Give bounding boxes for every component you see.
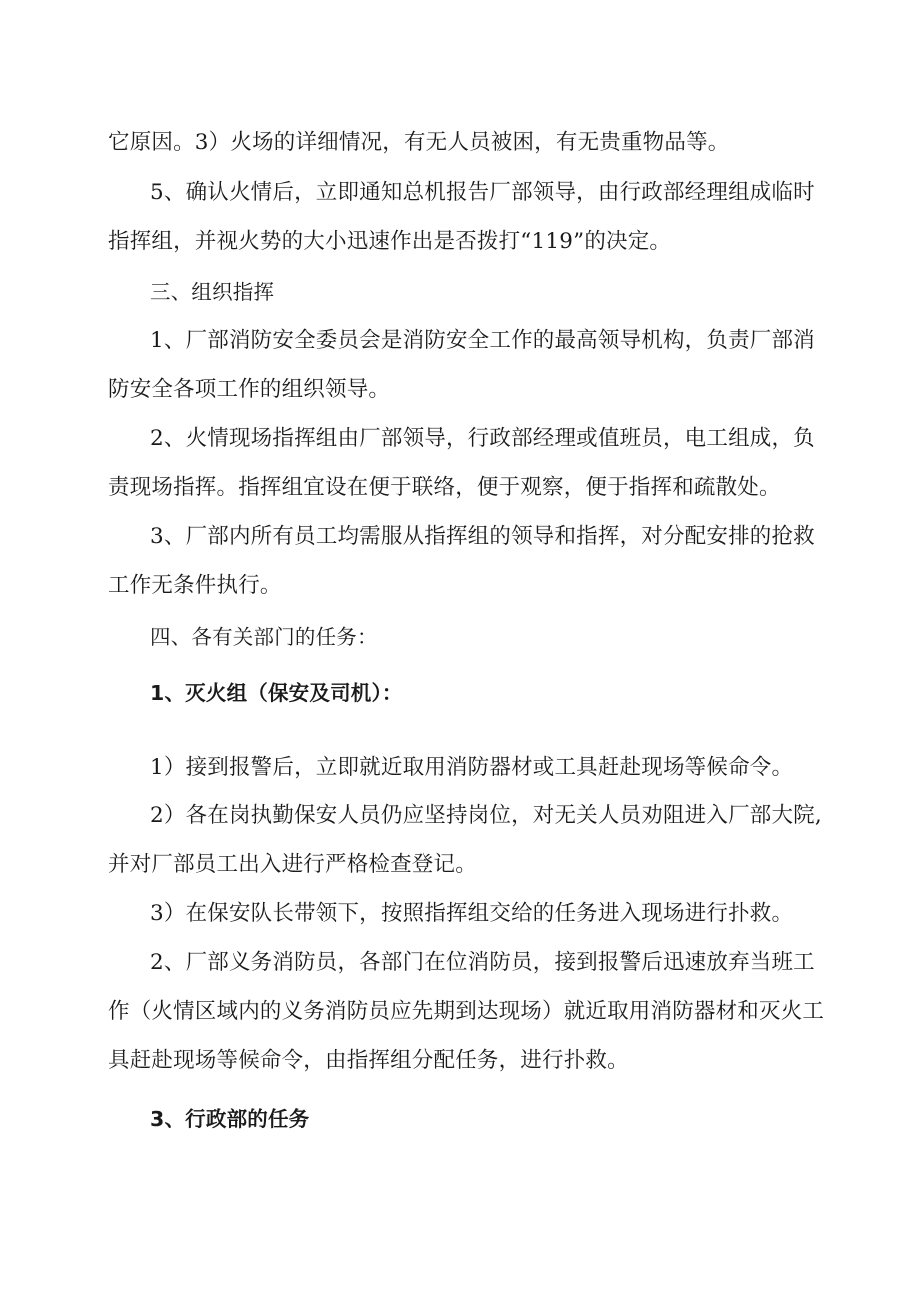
paragraph-line: 防安全各项工作的组织领导。 — [108, 377, 391, 402]
paragraph-line: 1）接到报警后，立即就近取用消防器材或工具赶赴现场等候命令。 — [150, 755, 794, 780]
subheading-fire-fighting-team: 1、灭火组（保安及司机）： — [150, 681, 403, 705]
paragraph-line: 它原因。3）火场的详细情况，有无人员被困，有无贵重物品等。 — [108, 130, 730, 155]
subheading-admin-department-tasks: 3、行政部的任务 — [150, 1107, 310, 1131]
paragraph-line: 具赶赴现场等候命令，由指挥组分配任务，进行扑救。 — [108, 1048, 629, 1073]
paragraph-line: 工作无条件执行。 — [108, 573, 282, 598]
paragraph-line: 2）各在岗执勤保安人员仍应坚持岗位，对无关人员劝阻进入厂部大院, — [150, 803, 822, 828]
section-heading-organize-command: 三、组织指挥 — [150, 280, 275, 304]
paragraph-line: 指挥组，并视火势的大小迅速作出是否拨打“119”的决定。 — [108, 229, 672, 254]
paragraph-line: 5、确认火情后，立即通知总机报告厂部领导，由行政部经理组成临时 — [150, 180, 815, 205]
paragraph-line: 作（火情区域内的义务消防员应先期到达现场）就近取用消防器材和灭火工 — [108, 999, 825, 1024]
paragraph-line: 2、火情现场指挥组由厂部领导，行政部经理或值班员，电工组成，负 — [150, 426, 815, 451]
paragraph-line: 并对厂部员工出入进行严格检查登记。 — [108, 852, 477, 877]
section-heading-department-tasks: 四、各有关部门的任务： — [150, 625, 378, 649]
paragraph-line: 3、厂部内所有员工均需服从指挥组的领导和指挥，对分配安排的抢救 — [150, 524, 815, 549]
paragraph-line: 3）在保安队长带领下，按照指挥组交给的任务进入现场进行扑救。 — [150, 901, 794, 926]
paragraph-line: 责现场指挥。指挥组宜设在便于联络，便于观察，便于指挥和疏散处。 — [108, 475, 781, 500]
paragraph-line: 1、厂部消防安全委员会是消防安全工作的最高领导机构，负责厂部消 — [150, 328, 815, 353]
paragraph-line: 2、厂部义务消防员，各部门在位消防员，接到报警后迅速放弃当班工 — [150, 950, 815, 975]
